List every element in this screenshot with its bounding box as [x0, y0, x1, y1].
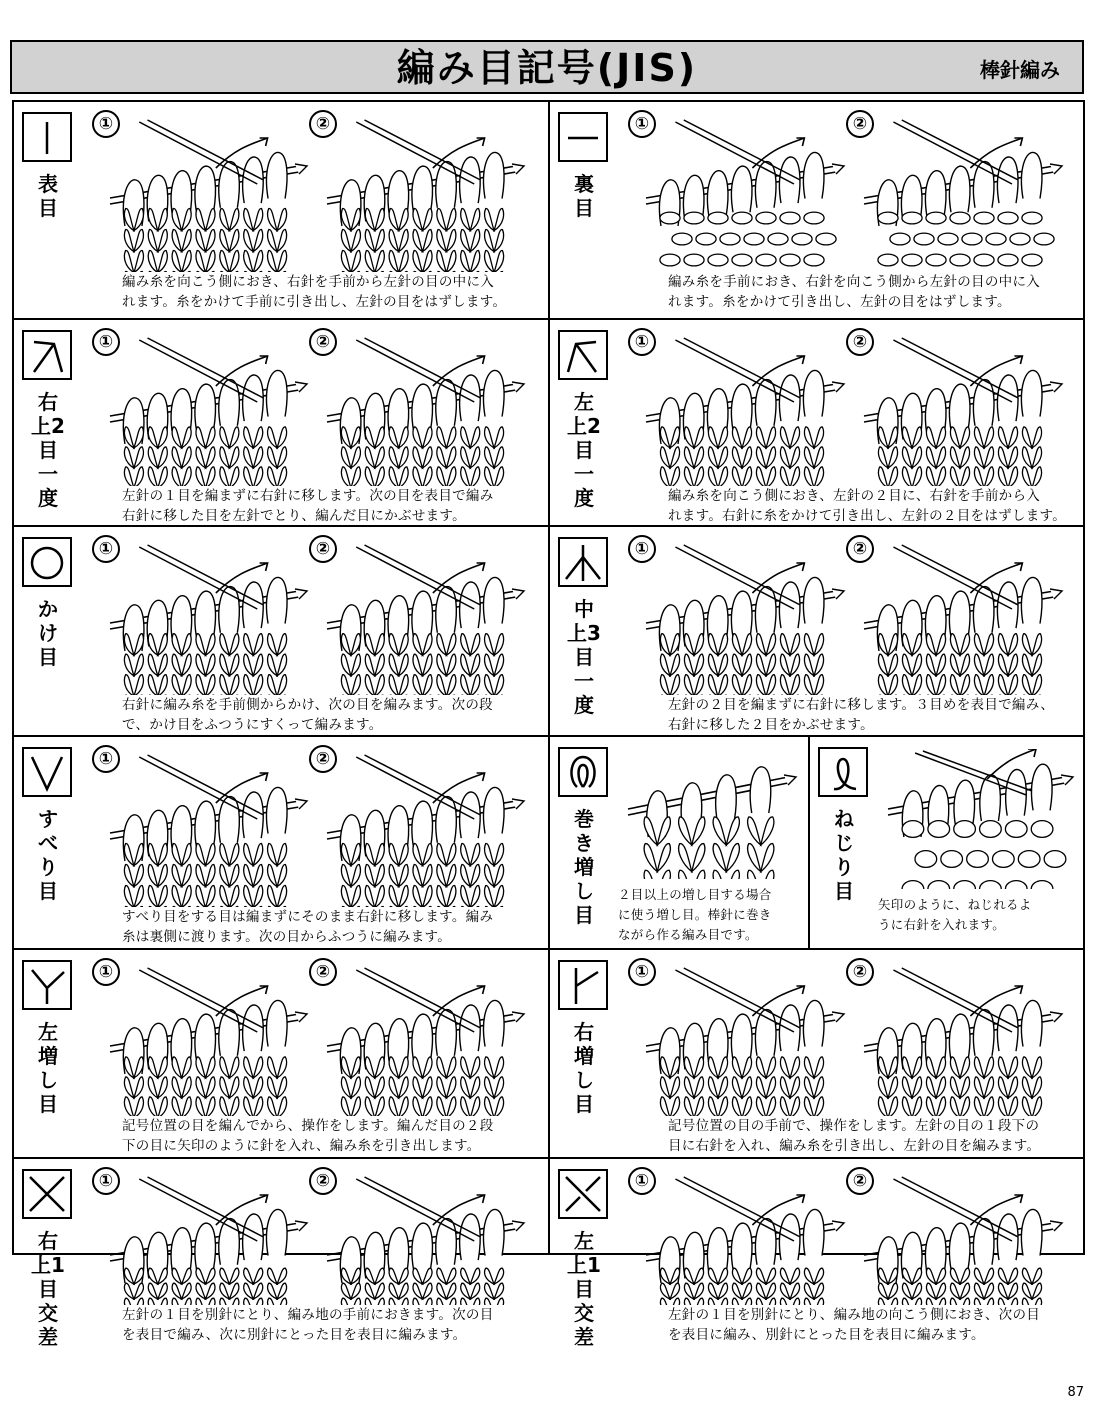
- stitch-cell: [12, 948, 546, 1155]
- knitting-illustration: [638, 543, 846, 695]
- stitch-symbol-icon: [22, 330, 72, 380]
- knitting-illustration: [856, 336, 1064, 486]
- stitch-symbol-icon: [22, 537, 72, 587]
- page-number: 87: [1067, 1385, 1084, 1400]
- stitch-name: 右上1目交差: [31, 1229, 65, 1349]
- stitch-description: 編み糸を向こう側におき、右針を手前から左針の目の中に入 れます。糸をかけて手前に引き出し、左針の目をはずします。: [122, 274, 507, 310]
- stitch-symbol-icon: [22, 1169, 72, 1219]
- stitch-name: 表目: [38, 172, 58, 220]
- stitch-description: 記号位置の目を編んでから、操作をします。編んだ目の２段 下の目に矢印のように針を入れ、編み糸を引き出します。: [122, 1118, 494, 1154]
- knitting-illustration: [638, 1175, 846, 1305]
- stitch-description: 矢印のように、ねじれるよ うに右針を入れます。: [878, 897, 1032, 932]
- stitch-name: 中上3目一度: [567, 597, 601, 717]
- step-number: ①: [92, 1167, 120, 1195]
- knitting-illustration: [319, 336, 526, 486]
- stitch-description: すべり目をする目は編まずにそのまま右針に移します。編み 糸は裏側に渡ります。次の目からふつうに編みます。: [122, 909, 494, 945]
- stitch-name: ねじり目: [834, 807, 854, 903]
- step-number: ②: [309, 110, 337, 138]
- step-number: ①: [628, 110, 656, 138]
- knitting-illustration: [638, 118, 846, 272]
- stitch-symbol-icon: [558, 330, 608, 380]
- knitting-illustration: [620, 749, 798, 879]
- stitch-cell: [548, 1157, 1083, 1353]
- knitting-illustration: [319, 118, 526, 272]
- stitch-name: 右上2目一度: [31, 390, 65, 510]
- step-number: ②: [309, 535, 337, 563]
- stitch-cell: [12, 525, 546, 733]
- step-number: ②: [309, 328, 337, 356]
- stitch-symbol-icon: [22, 112, 72, 162]
- step-number: ②: [309, 958, 337, 986]
- knitting-illustration: [319, 1175, 526, 1305]
- knitting-illustration: [856, 966, 1064, 1116]
- stitch-description: 左針の１目を別針にとり、編み地の向こう側におき、次の目 を表目に編み、別針にとった目を表目に編みます。: [668, 1307, 1041, 1343]
- stitch-name: 巻き増し目: [574, 807, 594, 927]
- knitting-illustration: [319, 753, 526, 907]
- knitting-illustration: [856, 543, 1064, 695]
- step-number: ②: [846, 110, 874, 138]
- step-number: ②: [309, 1167, 337, 1195]
- stitch-symbol-icon: [558, 1169, 608, 1219]
- stitch-name: 右増し目: [574, 1020, 594, 1116]
- step-number: ①: [628, 535, 656, 563]
- knitting-illustration: [638, 966, 846, 1116]
- stitch-description: 記号位置の目の手前で、操作をします。左針の目の１段下の 目に右針を入れ、編み糸を引き出し、左針の目を編みます。: [668, 1118, 1041, 1154]
- stitch-description: 左針の１目を編まずに右針に移します。次の目を表目で編み 右針に移した目を左針でとり、編んだ目にかぶせます。: [122, 488, 494, 524]
- stitch-symbol-icon: [22, 747, 72, 797]
- stitch-name: すべり目: [38, 807, 58, 903]
- stitch-description: 右針に編み糸を手前側からかけ、次の目を編みます。次の段 で、かけ目をふつうにすくって編みます。: [122, 697, 493, 733]
- stitch-cell: [548, 525, 1083, 733]
- stitch-description: 編み糸を手前におき、右針を向こう側から左針の目の中に入 れます。糸をかけて引き出し、左針の目をはずします。: [668, 274, 1041, 310]
- stitch-description: 左針の１目を別針にとり、編み地の手前におきます。次の目 を表目で編み、次に別針にとった目を表目に編みます。: [122, 1307, 494, 1343]
- stitch-symbol-icon: [558, 747, 608, 797]
- step-number: ①: [92, 535, 120, 563]
- step-number: ①: [92, 745, 120, 773]
- knitting-illustration: [102, 966, 309, 1116]
- stitch-symbol-icon: [558, 112, 608, 162]
- stitch-cell: [12, 1157, 546, 1353]
- stitch-name: かけ目: [38, 597, 58, 669]
- step-number: ①: [628, 1167, 656, 1195]
- step-number: ②: [846, 328, 874, 356]
- stitch-description: 左針の２目を編まずに右針に移します。３目めを表目で編み、 右針に移した２目をかぶせます。: [668, 697, 1055, 733]
- stitch-cell: [548, 318, 1083, 523]
- knitting-illustration: [102, 336, 309, 486]
- step-number: ①: [628, 958, 656, 986]
- stitch-description: 編み糸を向こう側におき、左針の２目に、右針を手前から入 れます。右針に糸をかけて引き出し、左針の２目をはずします。: [668, 488, 1067, 524]
- stitch-cell: [12, 100, 546, 316]
- stitch-name: 左上2目一度: [567, 390, 601, 510]
- stitch-cell: [548, 735, 806, 946]
- page-subtitle: 棒針編み: [980, 58, 1060, 82]
- stitch-cell: [548, 948, 1083, 1155]
- stitch-description: ２目以上の増し目する場合 に使う増し目。棒針に巻き ながら作る編み目です。: [618, 887, 772, 942]
- step-number: ②: [846, 958, 874, 986]
- step-number: ①: [628, 328, 656, 356]
- step-number: ①: [92, 958, 120, 986]
- knitting-illustration: [638, 336, 846, 486]
- stitch-symbol-icon: [558, 537, 608, 587]
- step-number: ①: [92, 328, 120, 356]
- stitch-cell: [808, 735, 1083, 946]
- knitting-illustration: [102, 543, 309, 695]
- knitting-illustration: [856, 118, 1064, 272]
- stitch-cell: [548, 100, 1083, 316]
- stitch-name: 左増し目: [38, 1020, 58, 1116]
- knitting-illustration: [102, 753, 309, 907]
- knitting-illustration: [102, 118, 309, 272]
- step-number: ②: [846, 1167, 874, 1195]
- knitting-illustration: [880, 749, 1075, 889]
- page-title: 編み目記号(JIS): [396, 46, 698, 90]
- stitch-symbol-icon: [22, 960, 72, 1010]
- page-header: [10, 40, 1084, 94]
- step-number: ②: [846, 535, 874, 563]
- knitting-illustration: [102, 1175, 309, 1305]
- knitting-illustration: [856, 1175, 1064, 1305]
- step-number: ①: [92, 110, 120, 138]
- stitch-name: 左上1目交差: [567, 1229, 601, 1349]
- stitch-cell: [12, 735, 546, 946]
- stitch-symbol-icon: [558, 960, 608, 1010]
- stitch-symbol-icon: [818, 747, 868, 797]
- knitting-illustration: [319, 543, 526, 695]
- knitting-illustration: [319, 966, 526, 1116]
- step-number: ②: [309, 745, 337, 773]
- stitch-cell: [12, 318, 546, 523]
- stitch-name: 裏目: [574, 172, 594, 220]
